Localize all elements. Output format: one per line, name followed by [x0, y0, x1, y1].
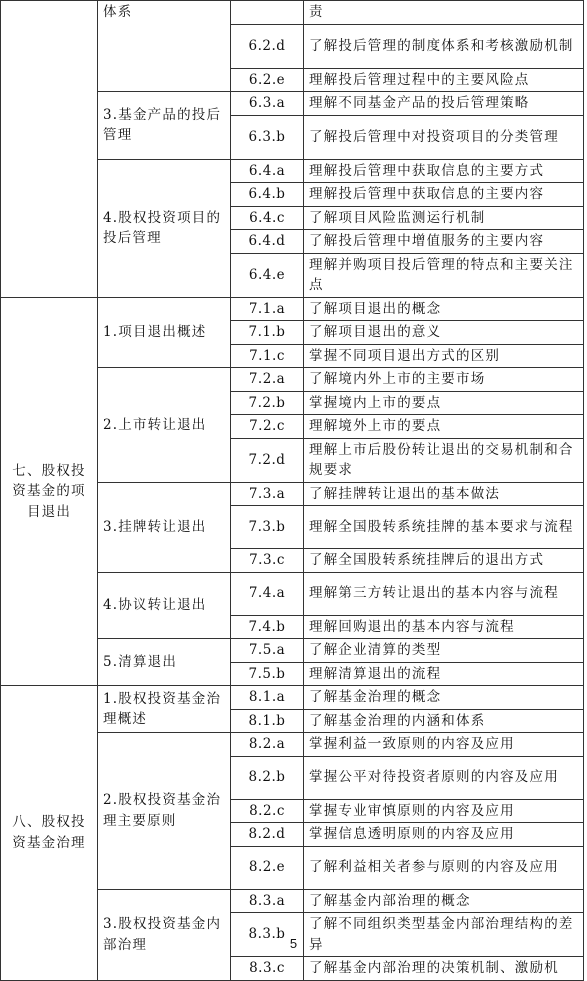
- description-cell: 了解利益相关者参与原则的内容及应用: [304, 846, 584, 889]
- section-cell: 4.协议转让退出: [98, 572, 231, 639]
- code-cell: 8.3.a: [231, 889, 304, 913]
- code-cell: 8.2.b: [231, 756, 304, 799]
- description-cell: 理解全国股转系统挂牌的基本要求与流程: [304, 506, 584, 549]
- code-cell: 8.3.b: [231, 913, 304, 957]
- section-cell: 5.清算退出: [98, 639, 231, 686]
- description-cell: 理解不同基金产品的投后管理策略: [304, 92, 584, 116]
- description-cell: 理解第三方转让退出的基本内容与流程: [304, 572, 584, 615]
- description-cell: 理解投后管理过程中的主要风险点: [304, 68, 584, 92]
- section-cell: 1.项目退出概述: [98, 297, 231, 368]
- section-cell: 4.股权投资项目的投后管理: [98, 159, 231, 297]
- code-cell: 7.2.a: [231, 368, 304, 392]
- description-cell: 掌握公平对待投资者原则的内容及应用: [304, 756, 584, 799]
- code-cell: 6.4.e: [231, 253, 304, 297]
- description-cell: 掌握利益一致原则的内容及应用: [304, 733, 584, 757]
- section-cell: 2.股权投资基金治理主要原则: [98, 733, 231, 890]
- code-cell: [231, 1, 304, 25]
- description-cell: 掌握信息透明原则的内容及应用: [304, 823, 584, 847]
- code-cell: 6.2.e: [231, 68, 304, 92]
- code-cell: 7.1.c: [231, 344, 304, 368]
- description-cell: 了解基金治理的概念: [304, 686, 584, 710]
- description-cell: 了解基金治理的内涵和体系: [304, 709, 584, 733]
- page-number: 5: [289, 936, 298, 951]
- code-cell: 6.4.d: [231, 230, 304, 254]
- description-cell: 了解项目退出的意义: [304, 321, 584, 345]
- description-cell: 理解投后管理中获取信息的主要内容: [304, 183, 584, 207]
- code-cell: 8.2.a: [231, 733, 304, 757]
- code-cell: 7.2.c: [231, 415, 304, 439]
- code-cell: 7.3.a: [231, 482, 304, 506]
- code-cell: 6.3.b: [231, 115, 304, 159]
- description-cell: 理解投后管理中获取信息的主要方式: [304, 159, 584, 183]
- code-cell: 6.2.d: [231, 24, 304, 68]
- section-cell: 2.上市转让退出: [98, 368, 231, 483]
- description-cell: 了解项目退出的概念: [304, 297, 584, 321]
- description-cell: 了解投后管理的制度体系和考核激励机制: [304, 24, 584, 68]
- description-cell: 了解全国股转系统挂牌后的退出方式: [304, 549, 584, 573]
- chapter-cell: [1, 1, 98, 298]
- code-cell: 7.3.b: [231, 506, 304, 549]
- code-cell: 8.1.a: [231, 686, 304, 710]
- code-cell: 6.4.a: [231, 159, 304, 183]
- description-cell: 理解清算退出的流程: [304, 662, 584, 686]
- section-cell: 3.挂牌转让退出: [98, 482, 231, 572]
- code-cell: 6.3.a: [231, 92, 304, 116]
- section-cell: 3.基金产品的投后管理: [98, 92, 231, 160]
- chapter-cell: 七、股权投资基金的项目退出: [1, 297, 98, 686]
- description-cell: 了解不同组织类型基金内部治理结构的差异: [304, 913, 584, 957]
- code-cell: 7.4.a: [231, 572, 304, 615]
- description-cell: 掌握境内上市的要点: [304, 391, 584, 415]
- description-cell: 了解项目风险监测运行机制: [304, 206, 584, 230]
- description-cell: 理解并购项目投后管理的特点和主要关注点: [304, 253, 584, 297]
- code-cell: 7.2.b: [231, 391, 304, 415]
- description-cell: 理解回购退出的基本内容与流程: [304, 615, 584, 639]
- code-cell: 7.1.b: [231, 321, 304, 345]
- code-cell: 8.2.e: [231, 846, 304, 889]
- code-cell: 8.2.c: [231, 799, 304, 823]
- description-cell: 了解基金内部治理的概念: [304, 889, 584, 913]
- code-cell: 8.2.d: [231, 823, 304, 847]
- code-cell: 6.4.c: [231, 206, 304, 230]
- chapter-cell: 八、股权投资基金治理: [1, 686, 98, 981]
- description-cell: 了解挂牌转让退出的基本做法: [304, 482, 584, 506]
- code-cell: 7.2.d: [231, 438, 304, 482]
- code-cell: 7.5.a: [231, 639, 304, 663]
- section-cell: 1.股权投资基金治理概述: [98, 686, 231, 733]
- code-cell: 7.3.c: [231, 549, 304, 573]
- description-cell: 了解境内外上市的主要市场: [304, 368, 584, 392]
- description-cell: 责: [304, 1, 584, 25]
- section-cell: 体系: [98, 1, 231, 92]
- description-cell: 理解境外上市的要点: [304, 415, 584, 439]
- description-cell: 掌握专业审慎原则的内容及应用: [304, 799, 584, 823]
- description-cell: 了解基金内部治理的决策机制、激励机: [304, 957, 584, 981]
- code-cell: 6.4.b: [231, 183, 304, 207]
- description-cell: 了解投后管理中对投资项目的分类管理: [304, 115, 584, 159]
- description-cell: 理解上市后股份转让退出的交易机制和合规要求: [304, 438, 584, 482]
- description-cell: 了解企业清算的类型: [304, 639, 584, 663]
- code-cell: 7.5.b: [231, 662, 304, 686]
- description-cell: 掌握不同项目退出方式的区别: [304, 344, 584, 368]
- code-cell: 8.3.c: [231, 957, 304, 981]
- description-cell: 了解投后管理中增值服务的主要内容: [304, 230, 584, 254]
- code-cell: 8.1.b: [231, 709, 304, 733]
- section-cell: 3.股权投资基金内部治理: [98, 889, 231, 980]
- code-cell: 7.1.a: [231, 297, 304, 321]
- code-cell: 7.4.b: [231, 615, 304, 639]
